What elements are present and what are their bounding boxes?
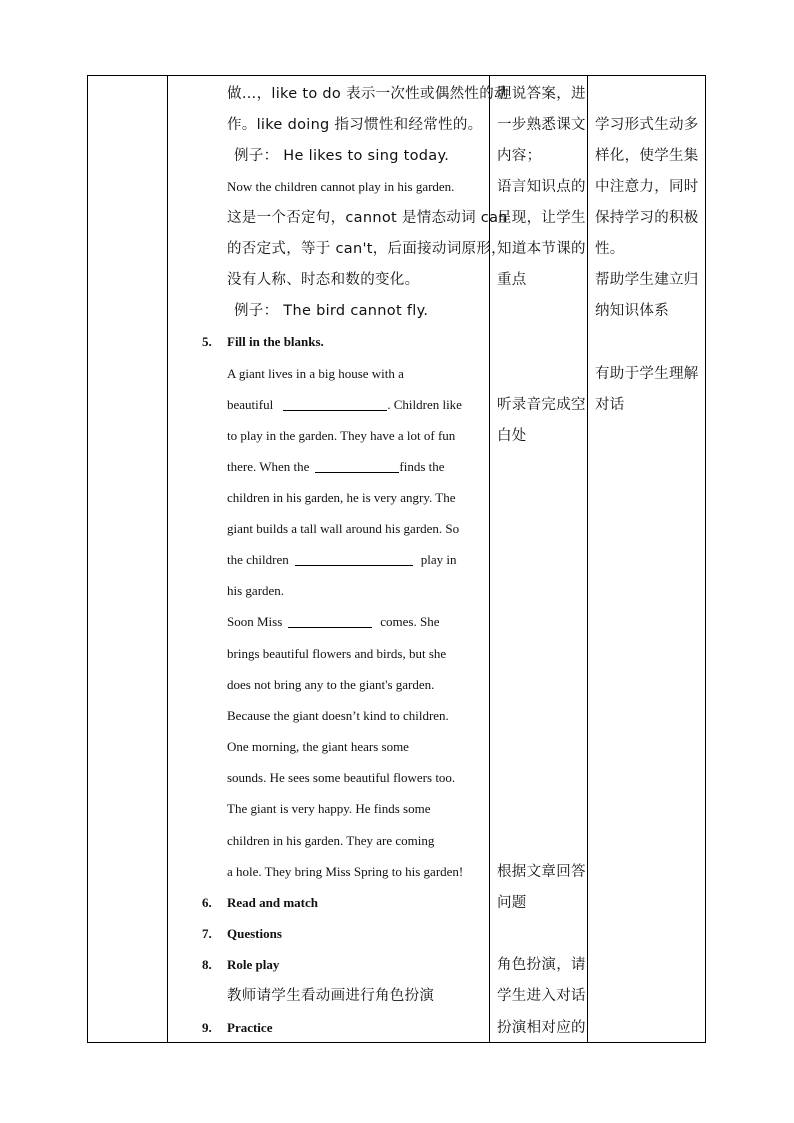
content-line: 教师请学生看动画进行角色扮演 — [227, 988, 435, 1004]
purpose-line: 对话 — [595, 397, 625, 413]
fill-in-blank[interactable] — [295, 551, 413, 566]
activity-line: 听录音完成空 — [497, 397, 586, 413]
activity-line: 角色扮演，请 — [497, 957, 586, 973]
purpose-line: 性。 — [595, 241, 625, 257]
passage-line: does not bring any to the giant's garden. — [227, 677, 435, 692]
example-text: 例子： The bird cannot fly. — [234, 303, 429, 319]
passage-line: sounds. He sees some beautiful flowers too. — [227, 770, 456, 785]
activity-line: 一步熟悉课文 — [497, 117, 586, 133]
purpose-line: 学习形式生动多 — [595, 117, 699, 133]
passage-text: the children — [227, 552, 289, 567]
section-heading: Questions — [227, 926, 282, 941]
passage-line: to play in the garden. They have a lot of fun — [227, 428, 456, 443]
content-line: 做…，like to do 表示一次性或偶然性的动 — [227, 86, 509, 102]
example-text: 例子： He likes to sing today. — [234, 148, 450, 164]
column-divider — [587, 76, 588, 1042]
passage-line: A giant lives in a big house with a — [227, 366, 404, 381]
passage-line: a hole. They bring Miss Spring to his garden! — [227, 864, 464, 879]
fill-in-blank[interactable] — [283, 396, 387, 411]
passage-line: The giant is very happy. He finds some — [227, 801, 431, 816]
activity-line: 根据文章回答 — [497, 864, 586, 880]
purpose-line: 保持学习的积极 — [595, 210, 699, 226]
passage-line — [227, 612, 440, 632]
content-line: Now the children cannot play in his garden. — [227, 179, 455, 194]
fill-in-blank[interactable] — [315, 458, 399, 473]
section-heading: Role play — [227, 957, 280, 972]
passage-line — [227, 395, 462, 415]
activity-line: 呈现，让学生 — [497, 210, 586, 226]
activity-line: 问题 — [497, 895, 527, 911]
passage-line: giant builds a tall wall around his garden. So — [227, 521, 460, 536]
purpose-line: 帮助学生建立归 — [595, 272, 699, 288]
section-heading: Fill in the blanks. — [227, 334, 324, 349]
passage-line: children in his garden, he is very angry. The — [227, 490, 456, 505]
passage-text: . Children like — [387, 397, 462, 412]
example-line — [234, 301, 428, 321]
passage-line: One morning, the giant hears some — [227, 739, 409, 754]
passage-line: children in his garden. They are coming — [227, 833, 435, 848]
item-number: 5. — [202, 334, 212, 349]
passage-text: there. When the — [227, 459, 310, 474]
passage-line: his garden. — [227, 583, 285, 598]
activity-line: 白处 — [497, 428, 527, 444]
fill-in-blank[interactable] — [288, 613, 372, 628]
item-number: 6. — [202, 895, 212, 910]
content-line: 这是一个否定句，cannot 是情态动词 can — [227, 210, 508, 226]
section-heading: Read and match — [227, 895, 319, 910]
purpose-line: 中注意力，同时 — [595, 179, 699, 195]
activity-line: 知道本节课的 — [497, 241, 586, 257]
activity-line: 学生进入对话 — [497, 988, 586, 1004]
content-line: 的否定式，等于 can't，后面接动词原形， — [227, 241, 506, 257]
activity-line: 胆说答案，进 — [497, 86, 586, 102]
passage-text: finds the — [399, 459, 445, 474]
content-line: 没有人称、时态和数的变化。 — [227, 272, 420, 288]
activity-line: 语言知识点的 — [497, 179, 586, 195]
item-number: 9. — [202, 1020, 212, 1035]
passage-text: beautiful — [227, 397, 274, 412]
content-line: 作。like doing 指习惯性和经常性的。 — [227, 117, 483, 133]
passage-line — [227, 457, 445, 477]
purpose-line: 纳知识体系 — [595, 303, 669, 319]
item-number: 8. — [202, 957, 212, 972]
lesson-plan-table — [87, 75, 706, 1043]
activity-line: 扮演相对应的 — [497, 1020, 586, 1036]
activity-line: 内容； — [497, 148, 542, 164]
passage-line — [227, 550, 456, 570]
passage-text: comes. She — [380, 614, 440, 629]
example-line — [234, 146, 449, 166]
passage-text: Soon Miss — [227, 614, 283, 629]
purpose-line: 有助于学生理解 — [595, 366, 699, 382]
passage-text: play in — [420, 552, 457, 567]
item-number: 7. — [202, 926, 212, 941]
purpose-line: 样化，使学生集 — [595, 148, 699, 164]
passage-line: brings beautiful flowers and birds, but she — [227, 646, 447, 661]
column-divider — [167, 76, 168, 1042]
section-heading: Practice — [227, 1020, 273, 1035]
passage-line: Because the giant doesn’t kind to children. — [227, 708, 449, 723]
activity-line: 重点 — [497, 272, 527, 288]
